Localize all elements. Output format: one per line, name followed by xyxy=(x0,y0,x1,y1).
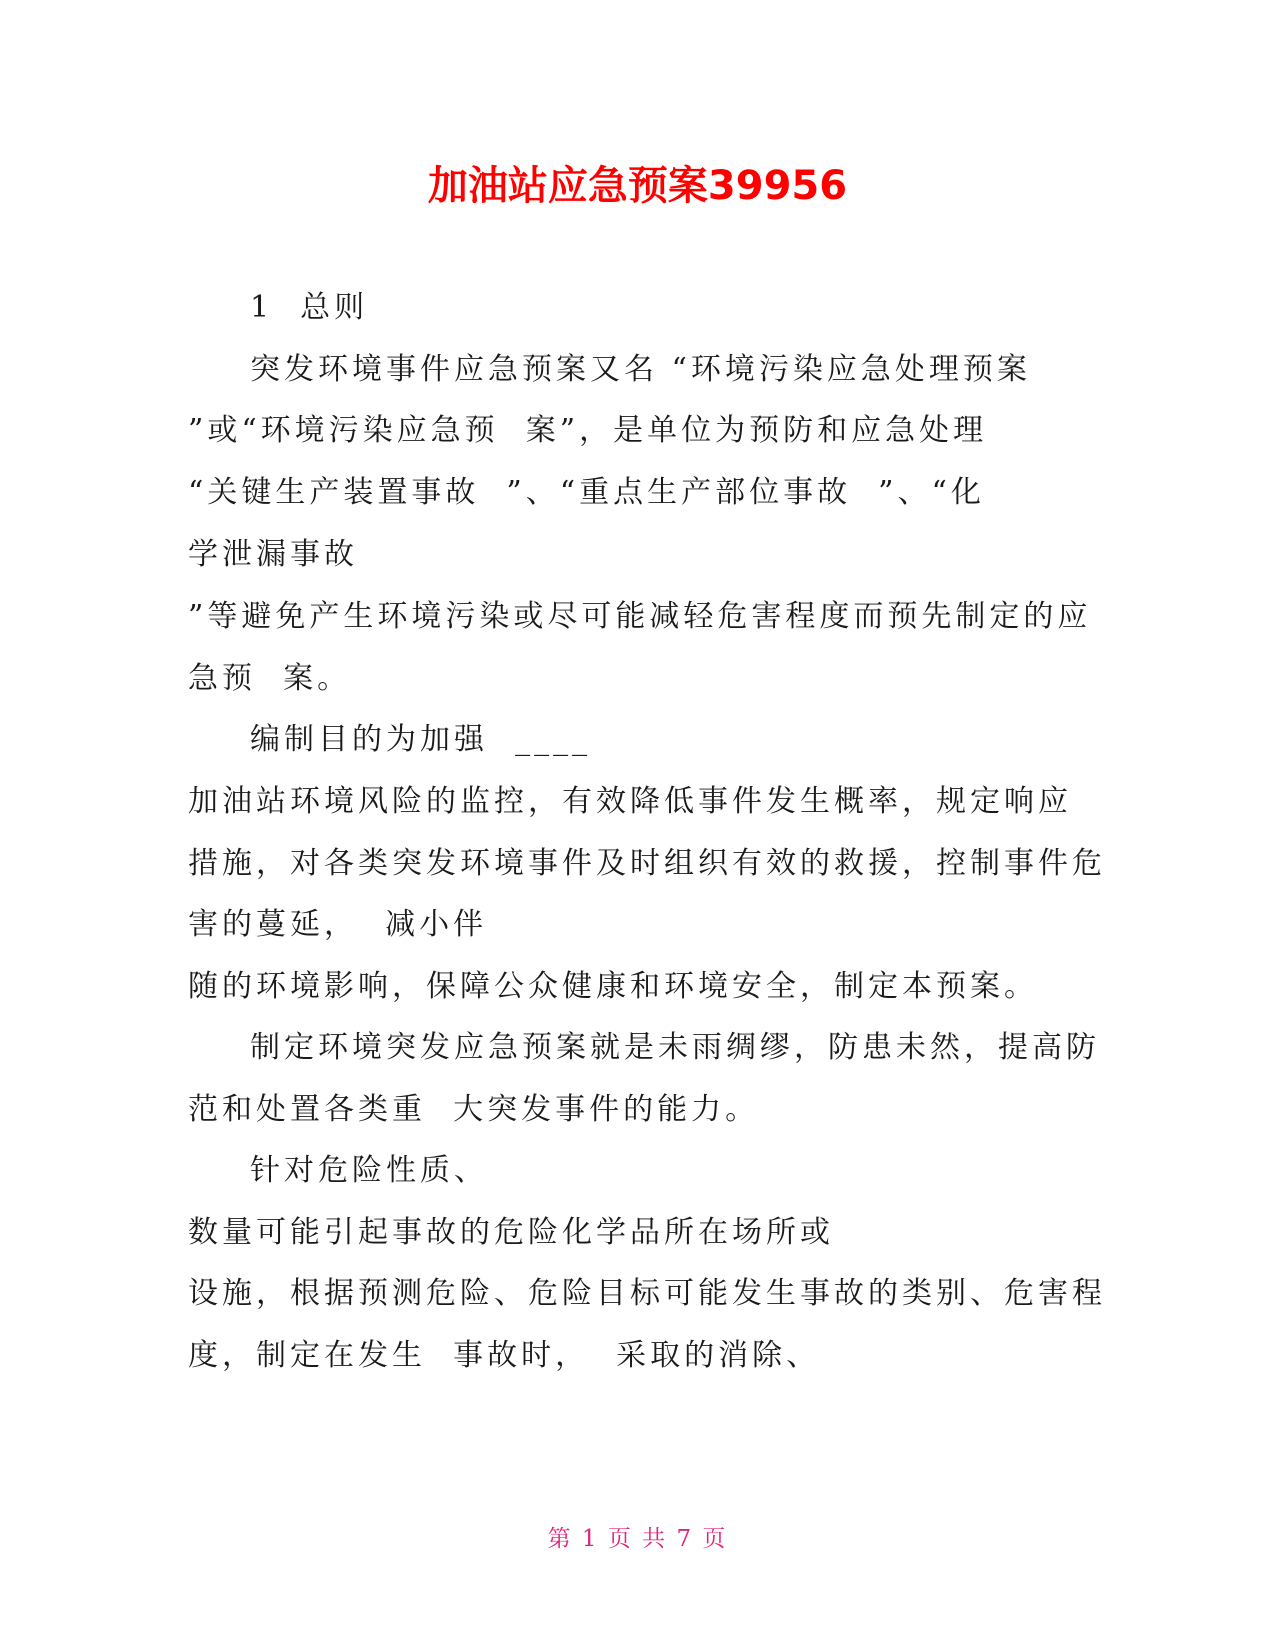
body-line: 针对危险性质、 xyxy=(250,1153,488,1188)
body-line: 学泄漏事故 xyxy=(188,537,358,572)
body-line: 范和处置各类重 大突发事件的能力。 xyxy=(188,1092,760,1127)
document-title: 加油站应急预案39956 xyxy=(427,163,848,209)
page-number-footer: 第 1 页 共 7 页 xyxy=(547,1526,728,1552)
body-line: 数量可能引起事故的危险化学品所在场所或 xyxy=(188,1215,834,1250)
body-line: 措施，对各类突发环境事件及时组织有效的救援，控制事件危 xyxy=(188,846,1106,881)
body-line: 害的蔓延， 减小伴 xyxy=(188,907,488,942)
body-line: 度，制定在发生 事故时， 采取的消除、 xyxy=(188,1338,821,1373)
body-line: 设施，根据预测危险、危险目标可能发生事故的类别、危害程 xyxy=(188,1276,1106,1311)
body-line: 突发环境事件应急预案又名 “环境污染应急处理预案 xyxy=(250,352,1031,387)
section-heading: 1 总则 xyxy=(250,290,369,325)
body-line: ”或“环境污染应急预 案”，是单位为预防和应急处理 xyxy=(188,413,988,448)
body-line: 制定环境突发应急预案就是未雨绸缪，防患未然，提高防 xyxy=(250,1030,1100,1065)
body-line: 编制目的为加强 ____ xyxy=(250,722,592,757)
body-line: 随的环境影响，保障公众健康和环境安全，制定本预案。 xyxy=(188,969,1038,1004)
body-line: 急预 案。 xyxy=(188,661,352,696)
body-line: “关键生产装置事故 ”、“重点生产部位事故 ”、“化 xyxy=(188,475,985,510)
body-line: 加油站环境风险的监控，有效降低事件发生概率，规定响应 xyxy=(188,784,1072,819)
body-line: ”等避免产生环境污染或尽可能减轻危害程度而预先制定的应 xyxy=(188,599,1092,634)
